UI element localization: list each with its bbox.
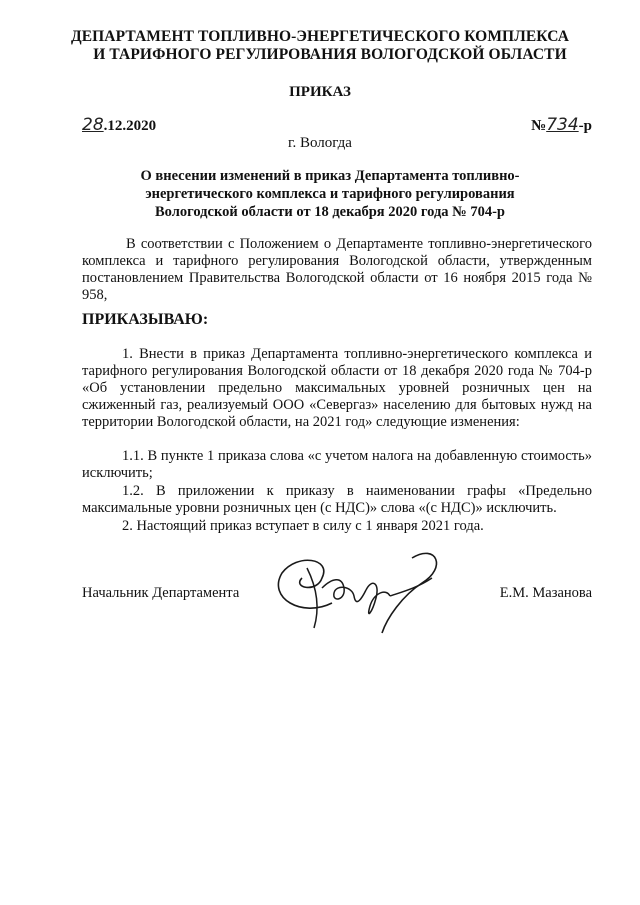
header-line-1: ДЕПАРТАМЕНТ ТОПЛИВНО-ЭНЕРГЕТИЧЕСКОГО КОМПЛЕКСА bbox=[70, 28, 570, 45]
number-suffix: -р bbox=[578, 118, 592, 134]
order-title: ПРИКАЗ bbox=[289, 84, 351, 100]
date-rest: .12.2020 bbox=[103, 118, 157, 134]
item-1-paragraph: 1. Внести в приказ Департамента топливно-энергетического комплекса и тарифного регулирования Вологодской области от 18 декабря 2020 года № 704-р «Об установлении предельно максимальных уровней розничных цен на сжиженный газ, реализуемый ООО «Севергаз» населению для бытовых нужд на территории Вологодской области, на 2021 год» следующие изменения: bbox=[82, 346, 592, 430]
signer-name: Е.М. Мазанова bbox=[499, 585, 592, 601]
number-handwritten: 734 bbox=[546, 115, 579, 135]
signer-title: Начальник Департамента bbox=[82, 585, 240, 601]
department-header bbox=[60, 28, 580, 64]
signature-icon bbox=[262, 548, 462, 638]
header-line-2: И ТАРИФНОГО РЕГУЛИРОВАНИЯ ВОЛОГОДСКОЙ ОБЛАСТИ bbox=[93, 46, 567, 63]
order-number bbox=[531, 115, 592, 135]
city: г. Вологда bbox=[288, 135, 352, 151]
preamble-paragraph: В соответствии с Положением о Департаменте топливно-энергетического комплекса и тарифного регулирования Вологодской области, утвержденным постановлением Правительства Вологодской области от 16 ноября 2015 года № 958, bbox=[82, 236, 592, 303]
item-1-1-paragraph: 1.1. В пункте 1 приказа слова «с учетом налога на добавленную стоимость» исключить; bbox=[82, 448, 592, 481]
item-1-2-paragraph: 1.2. В приложении к приказу в наименовании графы «Предельно максимальные уровни розничных цен (с НДС)» слова «(с НДС)» исключить. bbox=[82, 483, 592, 516]
date-day-handwritten: 28 bbox=[82, 115, 104, 135]
number-prefix: № bbox=[531, 118, 547, 134]
order-word: ПРИКАЗЫВАЮ: bbox=[82, 311, 209, 328]
order-subject: О внесении изменений в приказ Департамента топливно-энергетического комплекса и тарифного регулирования Вологодской области от 18 декабря 2020 года № 704-р bbox=[140, 168, 520, 220]
item-2-paragraph: 2. Настоящий приказ вступает в силу с 1 января 2021 года. bbox=[122, 518, 484, 534]
order-date bbox=[82, 115, 156, 135]
